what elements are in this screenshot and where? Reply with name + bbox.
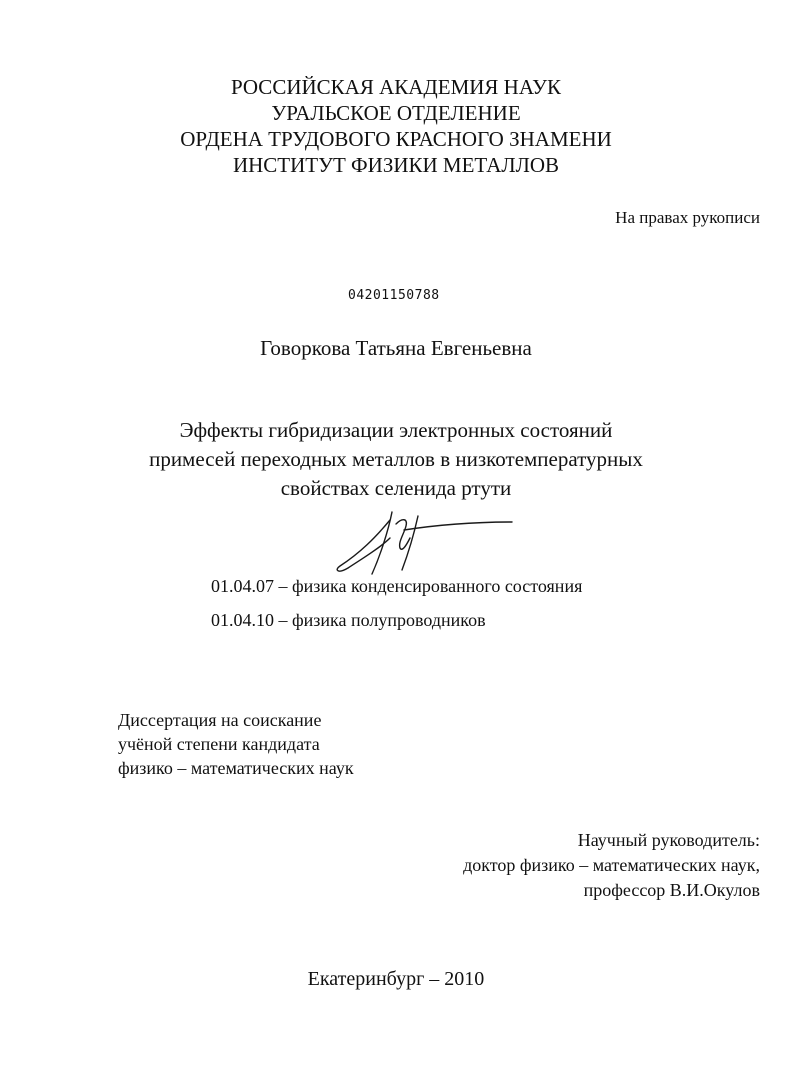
manuscript-rights-note: На правах рукописи xyxy=(615,208,760,227)
catalog-number: 04201150788 xyxy=(348,288,440,303)
degree-line: физико – математических наук xyxy=(118,758,354,778)
degree-line: Диссертация на соискание xyxy=(118,710,322,730)
advisor-degree: доктор физико – математических наук, xyxy=(463,855,760,875)
advisor-name: профессор В.И.Окулов xyxy=(583,880,760,900)
title-line: свойствах селенида ртути xyxy=(280,476,512,500)
institution-line: РОССИЙСКАЯ АКАДЕМИЯ НАУК xyxy=(230,75,562,99)
dissertation-title xyxy=(0,416,792,503)
degree-statement xyxy=(118,708,354,780)
handwritten-signature xyxy=(330,508,520,578)
title-line: Эффекты гибридизации электронных состояний xyxy=(179,418,613,442)
institution-line: УРАЛЬСКОЕ ОТДЕЛЕНИЕ xyxy=(271,101,521,125)
institution-line: ИНСТИТУТ ФИЗИКИ МЕТАЛЛОВ xyxy=(232,153,560,177)
title-line: примесей переходных металлов в низкотемпературных xyxy=(149,447,643,471)
scientific-advisor xyxy=(463,828,760,903)
city-year: Екатеринбург – 2010 xyxy=(307,968,485,990)
specialty-code: 01.04.07 – физика конденсированного состояния xyxy=(211,576,583,596)
degree-line: учёной степени кандидата xyxy=(118,734,320,754)
specialty-code: 01.04.10 – физика полупроводников xyxy=(211,610,486,630)
institution-header xyxy=(0,74,792,178)
institution-line: ОРДЕНА ТРУДОВОГО КРАСНОГО ЗНАМЕНИ xyxy=(180,127,612,151)
advisor-label: Научный руководитель: xyxy=(577,830,760,850)
author-name: Говоркова Татьяна Евгеньевна xyxy=(260,336,532,360)
